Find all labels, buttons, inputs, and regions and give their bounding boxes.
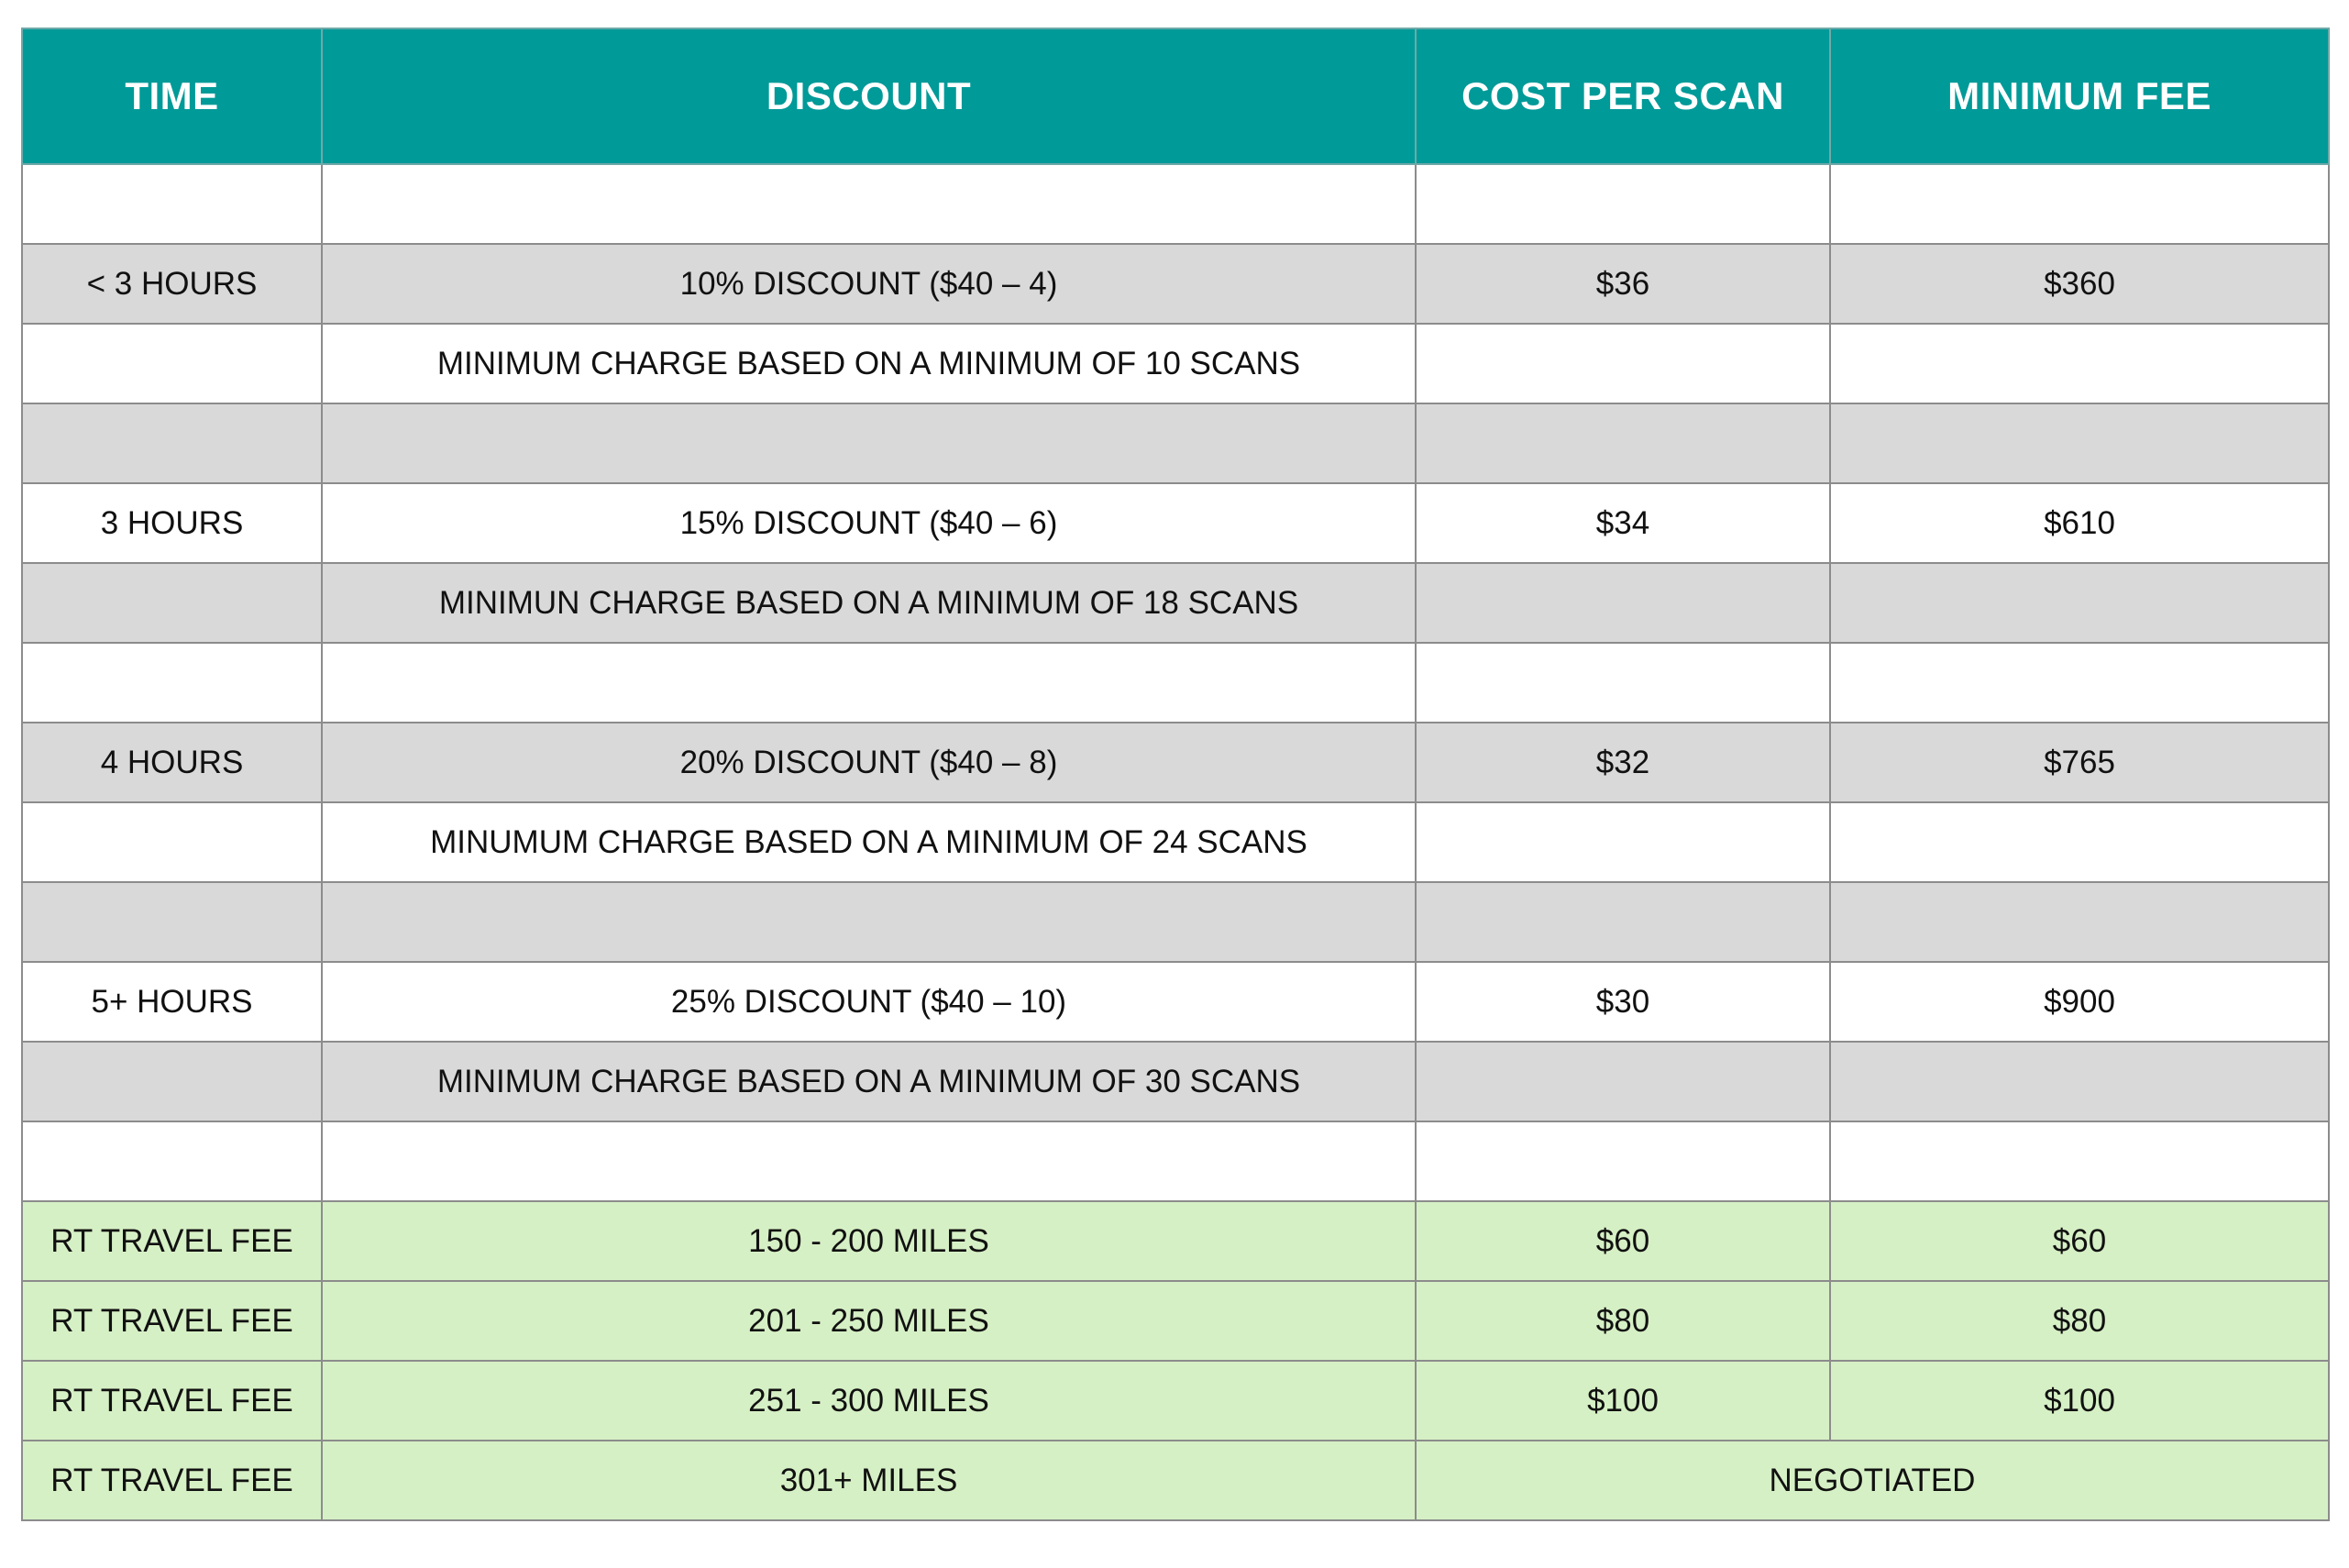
cell-minimum-fee: $610 xyxy=(1830,483,2329,563)
cell-minimum-fee: $900 xyxy=(1830,962,2329,1042)
header-minimum-fee: MINIMUM FEE xyxy=(1830,28,2329,164)
cell-time: RT TRAVEL FEE xyxy=(22,1281,322,1361)
cell-cost-per-scan xyxy=(1416,324,1830,403)
cell-cost-per-scan xyxy=(1416,643,1830,723)
header-row xyxy=(22,28,2329,164)
cell-time: RT TRAVEL FEE xyxy=(22,1201,322,1281)
cell-cost-per-scan: $34 xyxy=(1416,483,1830,563)
cell-time: 4 HOURS xyxy=(22,723,322,802)
cell-minimum-fee xyxy=(1830,802,2329,882)
travel-fee-row xyxy=(22,1361,2329,1441)
table-row xyxy=(22,244,2329,324)
cell-minimum-fee: $360 xyxy=(1830,244,2329,324)
table-row xyxy=(22,1042,2329,1121)
cell-cost-per-scan: $30 xyxy=(1416,962,1830,1042)
cell-discount: 201 - 250 MILES xyxy=(322,1281,1416,1361)
cell-negotiated: NEGOTIATED xyxy=(1416,1441,2329,1520)
cell-minimum-fee xyxy=(1830,324,2329,403)
cell-discount xyxy=(322,643,1416,723)
cell-discount xyxy=(322,403,1416,483)
cell-time xyxy=(22,882,322,962)
cell-minimum-fee xyxy=(1830,643,2329,723)
cell-discount: 301+ MILES xyxy=(322,1441,1416,1520)
cell-discount: 150 - 200 MILES xyxy=(322,1201,1416,1281)
pricing-table xyxy=(21,28,2330,1521)
cell-discount: 20% DISCOUNT ($40 – 8) xyxy=(322,723,1416,802)
cell-cost-per-scan xyxy=(1416,1121,1830,1201)
cell-cost-per-scan: $100 xyxy=(1416,1361,1830,1441)
cell-minimum-fee xyxy=(1830,164,2329,244)
cell-discount: MINIMUM CHARGE BASED ON A MINIMUM OF 10 SCANS xyxy=(322,324,1416,403)
cell-discount: 10% DISCOUNT ($40 – 4) xyxy=(322,244,1416,324)
cell-cost-per-scan: $80 xyxy=(1416,1281,1830,1361)
cell-cost-per-scan xyxy=(1416,403,1830,483)
cell-time xyxy=(22,324,322,403)
cell-minimum-fee: $80 xyxy=(1830,1281,2329,1361)
cell-cost-per-scan xyxy=(1416,164,1830,244)
cell-minimum-fee xyxy=(1830,403,2329,483)
cell-time xyxy=(22,403,322,483)
cell-discount: MINIMUN CHARGE BASED ON A MINIMUM OF 18 SCANS xyxy=(322,563,1416,643)
cell-minimum-fee: $100 xyxy=(1830,1361,2329,1441)
travel-fee-row xyxy=(22,1281,2329,1361)
cell-minimum-fee: $60 xyxy=(1830,1201,2329,1281)
cell-minimum-fee xyxy=(1830,882,2329,962)
travel-fee-row xyxy=(22,1201,2329,1281)
cell-time xyxy=(22,802,322,882)
cell-time: 5+ HOURS xyxy=(22,962,322,1042)
cell-discount xyxy=(322,164,1416,244)
cell-time: 3 HOURS xyxy=(22,483,322,563)
cell-time xyxy=(22,164,322,244)
cell-cost-per-scan xyxy=(1416,882,1830,962)
cell-time xyxy=(22,563,322,643)
cell-discount: MINIMUM CHARGE BASED ON A MINIMUM OF 30 SCANS xyxy=(322,1042,1416,1121)
table-row xyxy=(22,802,2329,882)
cell-discount xyxy=(322,882,1416,962)
table-row xyxy=(22,962,2329,1042)
table-row xyxy=(22,882,2329,962)
cell-discount: 25% DISCOUNT ($40 – 10) xyxy=(322,962,1416,1042)
cell-cost-per-scan xyxy=(1416,563,1830,643)
table-row xyxy=(22,164,2329,244)
table-row xyxy=(22,723,2329,802)
cell-cost-per-scan: $36 xyxy=(1416,244,1830,324)
cell-minimum-fee xyxy=(1830,1121,2329,1201)
cell-discount: 251 - 300 MILES xyxy=(322,1361,1416,1441)
header-discount: DISCOUNT xyxy=(322,28,1416,164)
cell-time xyxy=(22,643,322,723)
table-row xyxy=(22,643,2329,723)
header-time: TIME xyxy=(22,28,322,164)
cell-minimum-fee xyxy=(1830,1042,2329,1121)
table-row xyxy=(22,563,2329,643)
header-cost-per-scan: COST PER SCAN xyxy=(1416,28,1830,164)
travel-fee-row xyxy=(22,1441,2329,1520)
table-row xyxy=(22,403,2329,483)
cell-time: RT TRAVEL FEE xyxy=(22,1361,322,1441)
cell-discount xyxy=(322,1121,1416,1201)
cell-time: < 3 HOURS xyxy=(22,244,322,324)
cell-cost-per-scan xyxy=(1416,1042,1830,1121)
cell-discount: MINUMUM CHARGE BASED ON A MINIMUM OF 24 SCANS xyxy=(322,802,1416,882)
cell-cost-per-scan: $32 xyxy=(1416,723,1830,802)
cell-time: RT TRAVEL FEE xyxy=(22,1441,322,1520)
cell-minimum-fee xyxy=(1830,563,2329,643)
cell-minimum-fee: $765 xyxy=(1830,723,2329,802)
table-row xyxy=(22,483,2329,563)
table-row xyxy=(22,1121,2329,1201)
cell-time xyxy=(22,1121,322,1201)
cell-cost-per-scan xyxy=(1416,802,1830,882)
cell-discount: 15% DISCOUNT ($40 – 6) xyxy=(322,483,1416,563)
cell-time xyxy=(22,1042,322,1121)
table-row xyxy=(22,324,2329,403)
cell-cost-per-scan: $60 xyxy=(1416,1201,1830,1281)
